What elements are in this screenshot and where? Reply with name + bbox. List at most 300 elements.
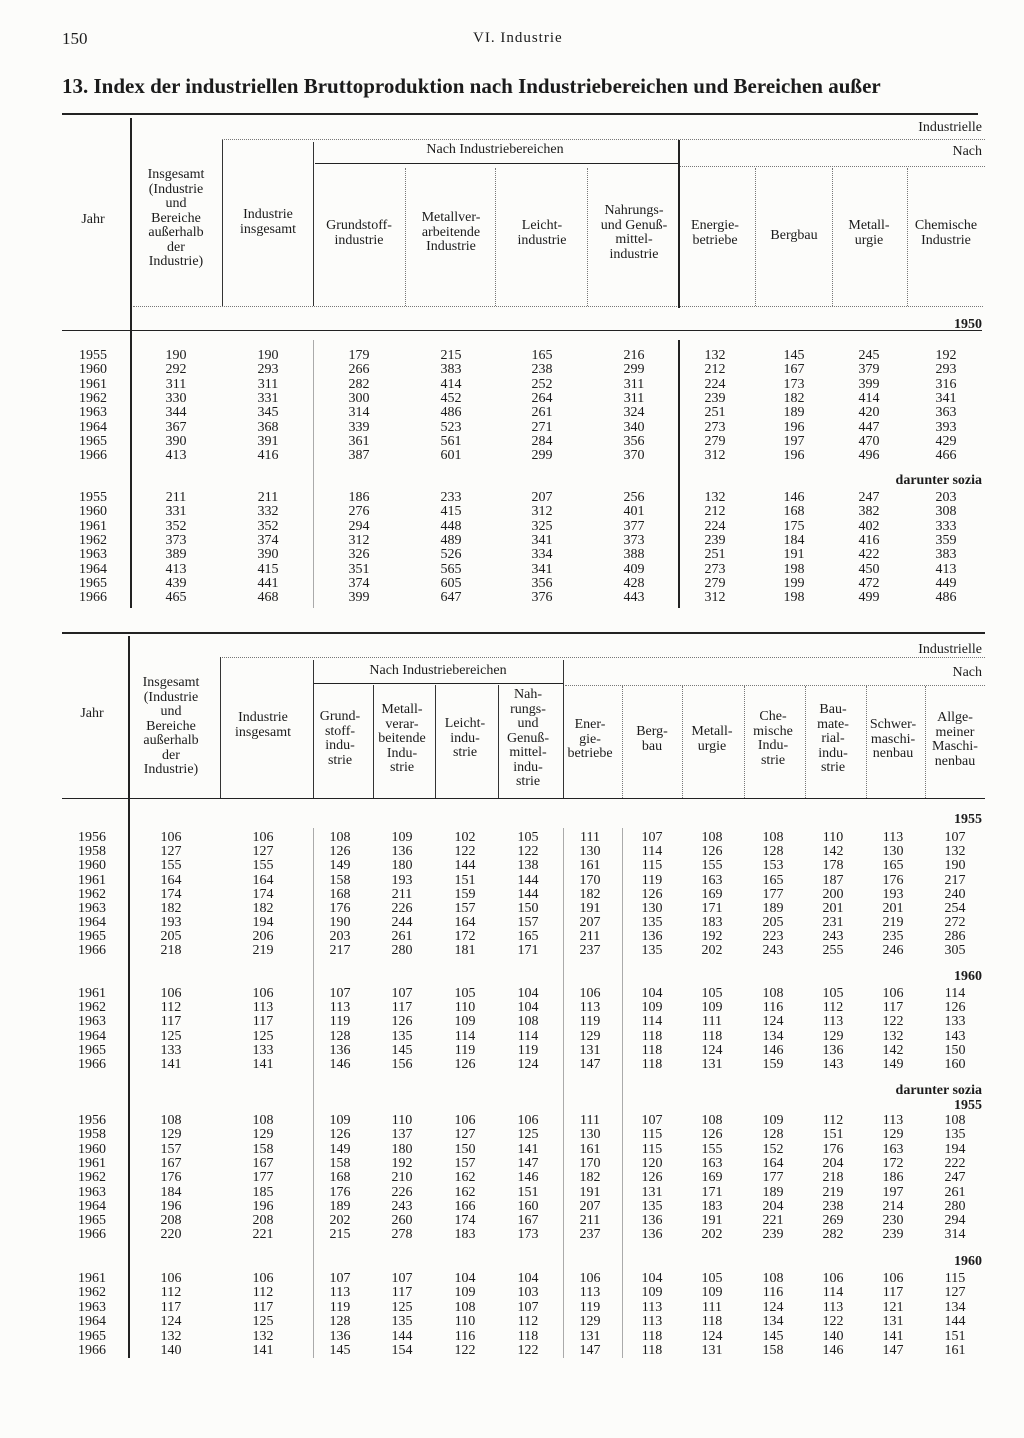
index-value-cell: 177 [252, 1170, 274, 1186]
index-value-cell: 163 [701, 872, 723, 888]
index-value-cell: 113 [579, 1285, 601, 1301]
page-number: 150 [62, 29, 88, 48]
index-value-cell: 125 [252, 1314, 274, 1330]
index-value-cell: 190 [165, 348, 187, 363]
index-value-cell: 114 [641, 844, 663, 860]
index-value-cell: 135 [944, 1127, 966, 1143]
index-value-cell: 117 [160, 1299, 182, 1315]
index-value-cell: 173 [517, 1227, 539, 1243]
index-value-cell: 182 [579, 1170, 601, 1186]
index-value-cell: 341 [531, 561, 553, 577]
index-value-cell: 441 [257, 575, 279, 591]
index-value-cell: 122 [822, 1314, 844, 1330]
index-value-cell: 420 [858, 405, 880, 421]
index-value-cell: 112 [160, 1000, 182, 1016]
table2-col-divider [744, 686, 745, 798]
table1-section-base-year: 1950 [954, 317, 982, 332]
index-value-cell: 117 [252, 1299, 274, 1315]
index-value-cell: 324 [623, 405, 645, 421]
index-value-cell: 110 [822, 830, 844, 845]
index-value-cell: 158 [762, 1343, 784, 1358]
index-value-cell: 108 [701, 830, 723, 845]
table2-industriebereiche-rule [313, 683, 563, 684]
index-value-cell: 299 [531, 448, 553, 464]
index-value-cell: 254 [944, 900, 966, 916]
index-value-cell: 156 [391, 1057, 413, 1072]
index-value-cell: 106 [160, 830, 182, 845]
year-cell: 1965 [78, 1213, 106, 1229]
index-value-cell: 167 [517, 1213, 539, 1229]
index-value-cell: 415 [257, 561, 279, 577]
table1-industriebereiche-rule [315, 163, 678, 164]
index-value-cell: 124 [762, 1014, 784, 1030]
index-value-cell: 109 [641, 1285, 663, 1301]
index-value-cell: 390 [165, 433, 187, 449]
index-value-cell: 204 [762, 1198, 784, 1214]
index-value-cell: 243 [822, 929, 844, 944]
index-value-cell: 192 [701, 929, 723, 944]
index-value-cell: 466 [935, 448, 957, 464]
table1-col-divider [907, 168, 908, 306]
index-value-cell: 115 [641, 1127, 663, 1143]
index-value-cell: 647 [440, 590, 462, 606]
index-value-cell: 428 [623, 575, 645, 591]
index-value-cell: 216 [623, 348, 645, 363]
table2-col-insgesamt: Insgesamt (Industrie und Bereiche außerhalb der Industrie) [142, 675, 200, 777]
index-value-cell: 387 [348, 448, 370, 464]
index-value-cell: 222 [944, 1155, 966, 1171]
index-value-cell: 192 [391, 1155, 413, 1171]
year-cell: 1962 [78, 1285, 106, 1301]
index-value-cell: 114 [822, 1285, 844, 1301]
index-value-cell: 126 [641, 886, 663, 902]
index-value-cell: 331 [165, 504, 187, 520]
index-value-cell: 125 [517, 1127, 539, 1143]
index-value-cell: 147 [882, 1343, 904, 1358]
index-value-cell: 496 [858, 448, 880, 464]
index-value-cell: 145 [783, 348, 805, 363]
index-value-cell: 132 [252, 1328, 274, 1344]
index-value-cell: 325 [531, 518, 553, 534]
index-value-cell: 136 [641, 1227, 663, 1243]
index-value-cell: 146 [822, 1343, 844, 1358]
index-value-cell: 144 [517, 872, 539, 888]
table1-col-divider [313, 142, 314, 306]
table1-group-nach: Nach [952, 144, 982, 159]
table2-col-divider [498, 685, 499, 798]
index-value-cell: 211 [579, 1213, 601, 1229]
index-value-cell: 489 [440, 532, 462, 548]
index-value-cell: 129 [882, 1127, 904, 1143]
index-value-cell: 235 [882, 929, 904, 944]
index-value-cell: 215 [440, 348, 462, 363]
index-value-cell: 111 [702, 1014, 722, 1030]
index-value-cell: 135 [391, 1028, 413, 1044]
index-value-cell: 332 [257, 504, 279, 520]
index-value-cell: 401 [623, 504, 645, 520]
index-value-cell: 293 [257, 362, 279, 378]
index-value-cell: 108 [329, 830, 351, 845]
table-row [0, 448, 1024, 464]
index-value-cell: 223 [762, 929, 784, 944]
index-value-cell: 373 [165, 532, 187, 548]
index-value-cell: 113 [641, 1299, 663, 1315]
index-value-cell: 106 [252, 1271, 274, 1286]
index-value-cell: 244 [391, 914, 413, 930]
index-value-cell: 164 [762, 1155, 784, 1171]
index-value-cell: 135 [641, 1198, 663, 1214]
index-value-cell: 129 [579, 1028, 601, 1044]
index-value-cell: 205 [762, 914, 784, 930]
table2-group-nach-industriebereichen: Nach Industriebereichen [369, 663, 507, 678]
index-value-cell: 183 [701, 1198, 723, 1214]
table2-col-divider [435, 685, 436, 798]
index-value-cell: 286 [944, 929, 966, 944]
index-value-cell: 208 [160, 1213, 182, 1229]
index-value-cell: 131 [579, 1042, 601, 1058]
index-value-cell: 190 [944, 858, 966, 874]
index-value-cell: 158 [329, 872, 351, 888]
index-value-cell: 167 [783, 362, 805, 378]
table1-col-bergbau: Bergbau [770, 228, 818, 243]
index-value-cell: 119 [579, 1014, 601, 1030]
index-value-cell: 194 [252, 914, 274, 930]
index-value-cell: 180 [391, 1141, 413, 1157]
index-value-cell: 409 [623, 561, 645, 577]
index-value-cell: 601 [440, 448, 462, 464]
index-value-cell: 282 [822, 1227, 844, 1243]
index-value-cell: 108 [762, 1271, 784, 1286]
index-value-cell: 429 [935, 433, 957, 449]
year-cell: 1966 [78, 1343, 106, 1358]
index-value-cell: 114 [641, 1014, 663, 1030]
index-value-cell: 219 [822, 1184, 844, 1200]
index-value-cell: 331 [257, 390, 279, 406]
index-value-cell: 215 [329, 1227, 351, 1243]
index-value-cell: 212 [704, 504, 726, 520]
index-value-cell: 279 [704, 575, 726, 591]
index-value-cell: 206 [252, 929, 274, 944]
index-value-cell: 351 [348, 561, 370, 577]
index-value-cell: 169 [701, 886, 723, 902]
index-value-cell: 113 [822, 1014, 844, 1030]
index-value-cell: 185 [252, 1184, 274, 1200]
index-value-cell: 239 [762, 1227, 784, 1243]
index-value-cell: 226 [391, 900, 413, 916]
table2-col-jahr: Jahr [80, 706, 104, 721]
index-value-cell: 106 [160, 986, 182, 1001]
index-value-cell: 367 [165, 419, 187, 435]
index-value-cell: 391 [257, 433, 279, 449]
index-value-cell: 149 [329, 858, 351, 874]
index-value-cell: 141 [252, 1343, 274, 1358]
index-value-cell: 237 [579, 1227, 601, 1243]
index-value-cell: 341 [935, 390, 957, 406]
index-value-cell: 175 [783, 518, 805, 534]
index-value-cell: 177 [762, 1170, 784, 1186]
index-value-cell: 168 [329, 886, 351, 902]
index-value-cell: 224 [704, 376, 726, 392]
index-value-cell: 184 [783, 532, 805, 548]
index-value-cell: 413 [165, 561, 187, 577]
index-value-cell: 122 [517, 1343, 539, 1358]
index-value-cell: 239 [882, 1227, 904, 1243]
index-value-cell: 198 [783, 590, 805, 606]
index-value-cell: 468 [257, 590, 279, 606]
index-value-cell: 115 [641, 1141, 663, 1157]
index-value-cell: 144 [391, 1328, 413, 1344]
year-cell: 1965 [78, 1328, 106, 1344]
index-value-cell: 252 [531, 376, 553, 392]
index-value-cell: 108 [454, 1299, 476, 1315]
table1-nach-rule [680, 166, 985, 167]
year-cell: 1966 [78, 943, 106, 959]
index-value-cell: 157 [454, 1155, 476, 1171]
index-value-cell: 189 [783, 405, 805, 421]
index-value-cell: 176 [329, 1184, 351, 1200]
index-value-cell: 280 [944, 1198, 966, 1214]
table1-col-metallurgie: Metall- urgie [848, 218, 890, 248]
index-value-cell: 120 [641, 1155, 663, 1171]
index-value-cell: 113 [882, 1113, 904, 1128]
index-value-cell: 191 [783, 547, 805, 563]
index-value-cell: 280 [391, 943, 413, 959]
table2-section-base-year: 1955 [954, 812, 982, 827]
index-value-cell: 193 [882, 886, 904, 902]
index-value-cell: 198 [783, 561, 805, 577]
index-value-cell: 127 [252, 844, 274, 860]
index-value-cell: 168 [783, 504, 805, 520]
index-value-cell: 199 [783, 575, 805, 591]
index-value-cell: 182 [783, 390, 805, 406]
index-value-cell: 243 [762, 943, 784, 959]
index-value-cell: 174 [160, 886, 182, 902]
index-value-cell: 104 [454, 1271, 476, 1286]
index-value-cell: 414 [440, 376, 462, 392]
index-value-cell: 247 [858, 490, 880, 505]
index-value-cell: 132 [704, 348, 726, 363]
index-value-cell: 113 [579, 1000, 601, 1016]
index-value-cell: 452 [440, 390, 462, 406]
index-value-cell: 192 [935, 348, 957, 363]
index-value-cell: 146 [762, 1042, 784, 1058]
table2-col-divider [805, 686, 806, 798]
index-value-cell: 112 [252, 1285, 274, 1301]
index-value-cell: 416 [257, 448, 279, 464]
index-value-cell: 561 [440, 433, 462, 449]
year-cell: 1958 [78, 844, 106, 860]
index-value-cell: 110 [454, 1000, 476, 1016]
year-cell: 1960 [79, 504, 107, 520]
index-value-cell: 191 [579, 900, 601, 916]
index-value-cell: 112 [822, 1000, 844, 1016]
index-value-cell: 273 [704, 419, 726, 435]
index-value-cell: 132 [944, 844, 966, 860]
index-value-cell: 183 [454, 1227, 476, 1243]
index-value-cell: 299 [623, 362, 645, 378]
index-value-cell: 136 [641, 1213, 663, 1229]
index-value-cell: 109 [701, 1285, 723, 1301]
index-value-cell: 165 [762, 872, 784, 888]
table2-col-divider [925, 686, 926, 798]
table2-col-divider [622, 686, 623, 798]
index-value-cell: 176 [882, 872, 904, 888]
index-value-cell: 118 [701, 1314, 723, 1330]
index-value-cell: 124 [762, 1299, 784, 1315]
index-value-cell: 126 [454, 1057, 476, 1072]
index-value-cell: 370 [623, 448, 645, 464]
index-value-cell: 202 [329, 1213, 351, 1229]
index-value-cell: 107 [517, 1299, 539, 1315]
index-value-cell: 237 [579, 943, 601, 959]
index-value-cell: 182 [160, 900, 182, 916]
index-value-cell: 526 [440, 547, 462, 563]
index-value-cell: 399 [858, 376, 880, 392]
index-value-cell: 374 [257, 532, 279, 548]
index-value-cell: 118 [641, 1057, 663, 1072]
index-value-cell: 314 [348, 405, 370, 421]
table1-header-bottom-rule [133, 306, 983, 307]
year-cell: 1955 [79, 490, 107, 505]
index-value-cell: 212 [704, 362, 726, 378]
index-value-cell: 166 [454, 1198, 476, 1214]
index-value-cell: 238 [822, 1198, 844, 1214]
index-value-cell: 176 [822, 1141, 844, 1157]
index-value-cell: 162 [454, 1184, 476, 1200]
index-value-cell: 141 [517, 1141, 539, 1157]
index-value-cell: 169 [701, 1170, 723, 1186]
index-value-cell: 196 [783, 448, 805, 464]
index-value-cell: 128 [329, 1314, 351, 1330]
index-value-cell: 201 [822, 900, 844, 916]
index-value-cell: 127 [944, 1285, 966, 1301]
index-value-cell: 134 [944, 1299, 966, 1315]
index-value-cell: 140 [160, 1343, 182, 1358]
table2-col-leicht: Leicht- indu- strie [444, 716, 486, 760]
index-value-cell: 106 [252, 986, 274, 1001]
index-value-cell: 149 [882, 1057, 904, 1072]
index-value-cell: 133 [944, 1014, 966, 1030]
year-cell: 1961 [78, 872, 106, 888]
index-value-cell: 311 [623, 390, 645, 406]
index-value-cell: 203 [329, 929, 351, 944]
index-value-cell: 271 [531, 419, 553, 435]
table1-col-leicht: Leicht- industrie [517, 218, 567, 248]
index-value-cell: 264 [531, 390, 553, 406]
index-value-cell: 126 [391, 1014, 413, 1030]
index-value-cell: 443 [623, 590, 645, 606]
table1-col-grundstoff: Grundstoff- industrie [326, 218, 392, 248]
index-value-cell: 121 [882, 1299, 904, 1315]
table2-col-divider [313, 660, 314, 798]
index-value-cell: 448 [440, 518, 462, 534]
table2-col-schwermaschinenbau: Schwer- maschi- nenbau [869, 717, 917, 761]
index-value-cell: 368 [257, 419, 279, 435]
table2-section-base-year: 1960 [954, 969, 982, 984]
index-value-cell: 109 [454, 1014, 476, 1030]
index-value-cell: 316 [935, 376, 957, 392]
index-value-cell: 161 [579, 1141, 601, 1157]
index-value-cell: 109 [762, 1113, 784, 1128]
table2-group-nach: Nach [952, 665, 982, 680]
index-value-cell: 239 [704, 390, 726, 406]
index-value-cell: 167 [160, 1155, 182, 1171]
index-value-cell: 145 [391, 1042, 413, 1058]
index-value-cell: 117 [391, 1285, 413, 1301]
index-value-cell: 167 [252, 1155, 274, 1171]
index-value-cell: 340 [623, 419, 645, 435]
index-value-cell: 116 [454, 1328, 476, 1344]
table-row [0, 1343, 1024, 1359]
year-cell: 1958 [78, 1127, 106, 1143]
index-value-cell: 356 [531, 575, 553, 591]
index-value-cell: 147 [579, 1343, 601, 1358]
index-value-cell: 415 [440, 504, 462, 520]
year-cell: 1962 [78, 1170, 106, 1186]
index-value-cell: 137 [391, 1127, 413, 1143]
index-value-cell: 269 [822, 1213, 844, 1229]
index-value-cell: 168 [329, 1170, 351, 1186]
index-value-cell: 279 [704, 433, 726, 449]
index-value-cell: 126 [329, 844, 351, 860]
index-value-cell: 113 [252, 1000, 274, 1016]
index-value-cell: 104 [517, 1271, 539, 1286]
index-value-cell: 196 [160, 1198, 182, 1214]
index-value-cell: 105 [701, 986, 723, 1001]
year-cell: 1961 [79, 376, 107, 392]
index-value-cell: 191 [701, 1213, 723, 1229]
index-value-cell: 191 [579, 1184, 601, 1200]
index-value-cell: 311 [165, 376, 187, 392]
index-value-cell: 107 [329, 986, 351, 1001]
index-value-cell: 240 [944, 886, 966, 902]
table2-section-base-year: 1960 [954, 1254, 982, 1269]
index-value-cell: 305 [944, 943, 966, 959]
index-value-cell: 128 [329, 1028, 351, 1044]
index-value-cell: 134 [762, 1314, 784, 1330]
table1-group-industrielle: Industrielle [918, 120, 982, 135]
index-value-cell: 374 [348, 575, 370, 591]
index-value-cell: 226 [391, 1184, 413, 1200]
index-value-cell: 107 [641, 1113, 663, 1128]
index-value-cell: 151 [944, 1328, 966, 1344]
index-value-cell: 104 [517, 1000, 539, 1016]
index-value-cell: 107 [944, 830, 966, 845]
index-value-cell: 160 [517, 1198, 539, 1214]
index-value-cell: 125 [252, 1028, 274, 1044]
table1-group-rule [222, 139, 985, 140]
index-value-cell: 108 [252, 1113, 274, 1128]
index-value-cell: 333 [935, 518, 957, 534]
index-value-cell: 345 [257, 405, 279, 421]
index-value-cell: 377 [623, 518, 645, 534]
index-value-cell: 129 [160, 1127, 182, 1143]
index-value-cell: 144 [944, 1314, 966, 1330]
table-row [0, 1227, 1024, 1243]
year-cell: 1963 [78, 1014, 106, 1030]
running-head: VI. Industrie [473, 30, 563, 46]
index-value-cell: 132 [160, 1328, 182, 1344]
index-value-cell: 393 [935, 419, 957, 435]
table-row [0, 943, 1024, 959]
index-value-cell: 413 [935, 561, 957, 577]
index-value-cell: 124 [701, 1328, 723, 1344]
year-cell: 1966 [78, 1227, 106, 1243]
year-cell: 1962 [79, 390, 107, 406]
index-value-cell: 108 [762, 830, 784, 845]
index-value-cell: 113 [329, 1000, 351, 1016]
index-value-cell: 116 [762, 1285, 784, 1301]
